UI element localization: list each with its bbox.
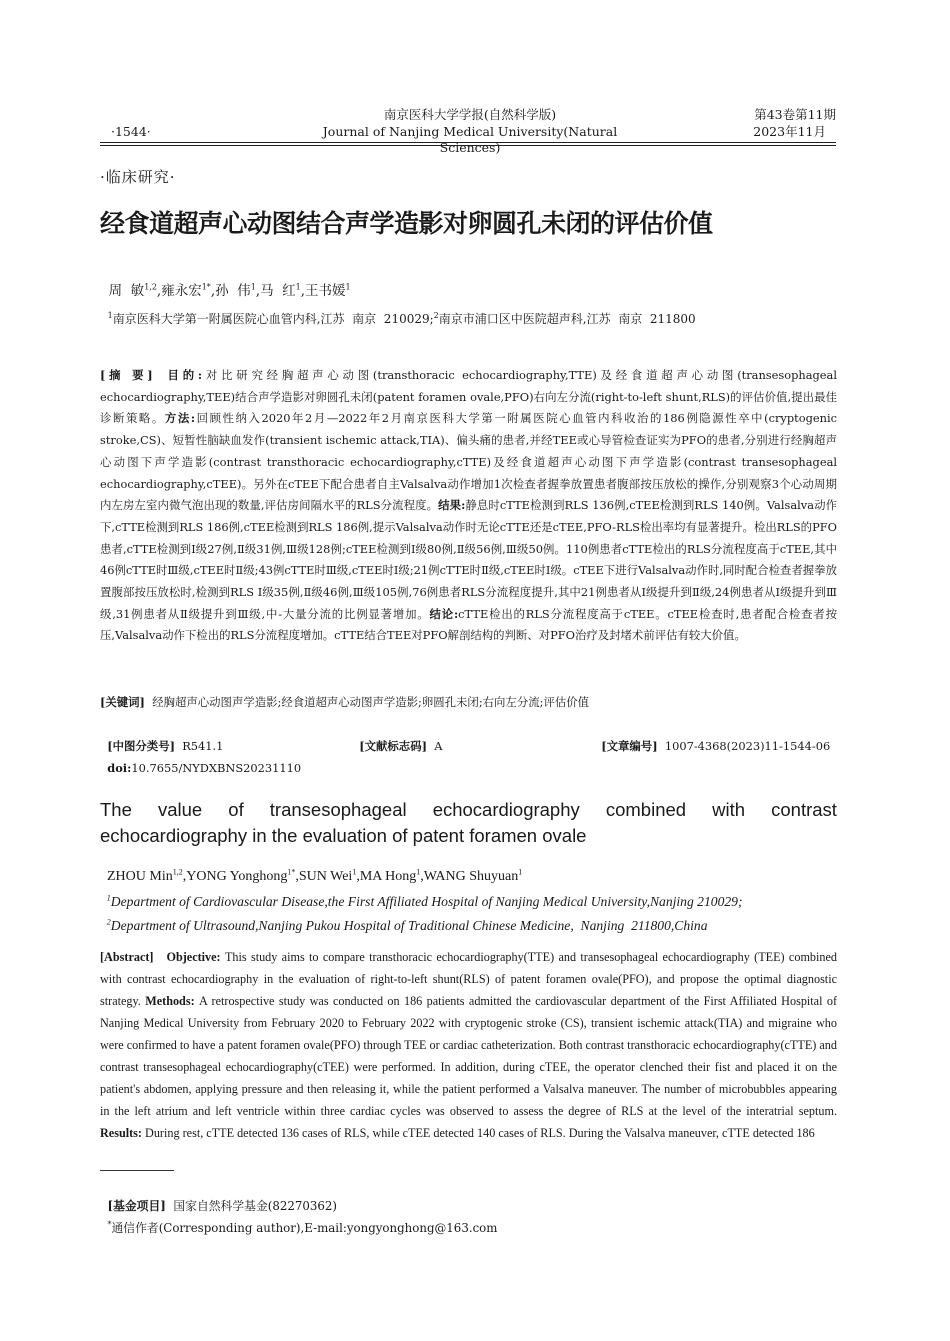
keywords-text: 经胸超声心动图声学造影;经食道超声心动图声学造影;卵圆孔未闭;右向左分流;评估价值 bbox=[152, 695, 590, 709]
title-word: echocardiography bbox=[432, 799, 580, 820]
abstract-en-label: [Abstract] bbox=[100, 950, 154, 964]
journal-date: 2023年11月 bbox=[753, 124, 826, 139]
author-sup: 1* bbox=[287, 867, 296, 877]
author-cn-first: 周 敏 bbox=[108, 283, 145, 299]
author-en: ,MA Hong bbox=[356, 869, 417, 884]
methods-label-cn: 方法: bbox=[164, 411, 196, 426]
keywords-label: [关键词] bbox=[100, 695, 145, 709]
clc-value: R541.1 bbox=[182, 738, 224, 753]
author-en: ,YONG Yonghong bbox=[182, 869, 288, 884]
conclusion-label-cn: 结论: bbox=[429, 606, 459, 621]
abstract-cn-label: [摘 要] bbox=[100, 368, 153, 382]
footnote-corresponding bbox=[100, 1205, 497, 1236]
affiliations-cn bbox=[100, 296, 696, 327]
document-code bbox=[352, 714, 442, 757]
methods-en: A retrospective study was conducted on 186 patients admitted the cardiovascular department of the First Affiliated Hospital of Nanjing Medical University from February 2020 to February 2022 with cryptogenic stroke (CS), transient ischemic attack(TIA) and migraine who were confirmed to have a patent foramen ovale(PFO) through TEE or cardiac catheterization. Both contrast transthoracic echocardiography(cTTE) and contrast transesophageal echocardiography(cTEE) were performed. In addition, during cTEE, the operator clenched their fist and placed it on the patient's abdomen, applying pressure and then releasing it, while the patient performed a Valsalva maneuver. The number of microbubbles appearing in the left atrium and left ventricle within three cardiac cycles was observed to assess the degree of RLS at the level of the interatrial septum. bbox=[100, 994, 837, 1118]
doi-value: 10.7655/NYDXBNS20231110 bbox=[131, 760, 302, 775]
affiliation-2-cn: 南京市浦口区中医院超声科,江苏 南京 211800 bbox=[438, 312, 696, 326]
section-label: ·临床研究· bbox=[100, 168, 176, 186]
corr-sup: * bbox=[107, 1220, 112, 1230]
author-en: ,WANG Shuyuan bbox=[420, 869, 519, 884]
journal-name-en: Journal of Nanjing Medical University(Natural Sciences) bbox=[322, 124, 618, 155]
methods-cn: 回顾性纳入2020年2月—2022年2月南京医科大学第一附属医院心血管内科收治的186例隐源性卒中(cryptogenic stroke,CS)、短暂性脑缺血发作(transient ischemic attack,TIA)、偏头痛的患者,并经TEE或心导管检查证实为PFO的患者,分别进行经胸超声心动图下声学造影(contrast transthoracic echocardiography,cTTE)及经食道超声心动图下声学造影(contrast transesophageal echocardiography,cTEE)。另外在cTEE下配合患者自主Valsalva动作增加1次检查者握拳放置患者腹部按压放松的操作,分别观察3个心动周期内左房左室内微气泡出现的数量,评估房间隔水平的RLS分流程度。 bbox=[100, 411, 837, 513]
corr-text: 通信作者(Corresponding author),E-mail:yongyonghong@163.com bbox=[111, 1221, 498, 1235]
author-en: ,SUN Wei bbox=[295, 869, 353, 884]
aff-sup: 2 bbox=[433, 311, 439, 320]
author-sup: 1,2 bbox=[172, 867, 183, 877]
title-word: of bbox=[228, 799, 244, 820]
objective-cn: 对比研究经胸超声心动图(transthoracic echocardiography,TTE)及经食道超声心动图(transesophageal echocardiography,TEE)结合声学造影对卵圆孔未闭(patent foramen ovale,PFO)右向左分流(right-to-left shunt,RLS)的评估价值,提出最佳诊断策略。 bbox=[100, 368, 837, 426]
page-number: ·1544· bbox=[111, 124, 151, 139]
aff-sup: 2 bbox=[106, 917, 111, 927]
title-word: contrast bbox=[771, 799, 837, 820]
author-sup: 1 bbox=[295, 282, 301, 292]
header-rule-top bbox=[100, 142, 836, 143]
objective-label-cn: 目的: bbox=[167, 368, 203, 382]
author-cn: ,王书媛 bbox=[300, 283, 346, 299]
results-cn: 静息时cTTE检测到RLS 136例,cTEE检测到RLS 140例。Valsalva动作下,cTTE检测到RLS 186例,cTEE检测到RLS 186例,提示Valsalva动作时无论cTTE还是cTEE,PFO-RLS检出率均有显著提升。检出RLS的PFO患者,cTTE检测到Ⅰ级27例,Ⅱ级31例,Ⅲ级128例;cTEE检测到Ⅰ级80例,Ⅱ级56例,Ⅲ级50例。110例患者cTTE检出的RLS分流程度高于cTEE,其中46例cTTE时Ⅲ级,cTEE时Ⅱ级;43例cTTE时Ⅲ级,cTEE时Ⅰ级;21例cTTE时Ⅱ级,cTEE时Ⅰ级。cTEE下进行Valsalva动作时,同时配合检查者握拳放置腹部按压放松时,检测到RLS Ⅰ级35例,Ⅱ级46例,Ⅲ级105例,76例患者RLS分流程度提升,其中21例患者从Ⅰ级提升到Ⅱ级,24例患者从Ⅰ级提升到Ⅲ级,31例患者从Ⅱ级提升到Ⅲ级,中-大量分流的比例显著增加。 bbox=[100, 498, 837, 621]
author-sup: 1 bbox=[250, 282, 256, 292]
aff-sup: 1 bbox=[107, 311, 113, 320]
results-en: During rest, cTTE detected 136 cases of RLS, while cTEE detected 140 cases of RLS. During the Valsalva maneuver, cTTE detected 186 bbox=[145, 1126, 815, 1140]
author-sup: 1,2 bbox=[144, 282, 157, 292]
author-cn: ,马 红 bbox=[255, 283, 296, 299]
header-rule-bottom bbox=[100, 145, 836, 146]
results-label-en: Results: bbox=[100, 1126, 142, 1140]
author-sup: 1 bbox=[352, 867, 357, 877]
clc-label: [中图分类号] bbox=[107, 738, 175, 753]
title-word: value bbox=[157, 799, 203, 820]
results-label-cn: 结果: bbox=[438, 498, 466, 513]
art-value: 1007-4368(2023)11-1544-06 bbox=[664, 738, 831, 753]
abstract-cn bbox=[100, 365, 837, 647]
objective-en: This study aims to compare transthoracic echocardiography(TTE) and transesophageal echocardiography (TEE) combined with contrast echocardiography in the evaluation of right-to-left shunt(RLS) of patent foramen ovale(PFO), and propose the optimal diagnostic strategy. bbox=[100, 950, 837, 1008]
author-sup: 1 bbox=[345, 282, 351, 292]
article-title-en-line1 bbox=[100, 799, 837, 821]
fund-text: 国家自然科学基金(82270362) bbox=[173, 1199, 337, 1213]
art-label: [文章编号] bbox=[601, 738, 658, 753]
footnote-rule bbox=[100, 1170, 174, 1171]
article-number bbox=[594, 714, 830, 757]
author-cn: ,雍永宏 bbox=[156, 283, 202, 299]
author-en: ZHOU Min bbox=[107, 869, 173, 884]
journal-name-cn: 南京医科大学学报(自然科学版) bbox=[383, 107, 557, 122]
article-title-cn: 经食道超声心动图结合声学造影对卵圆孔未闭的评估价值 bbox=[100, 210, 713, 238]
authors-cn bbox=[100, 263, 351, 299]
author-cn: ,孙 伟 bbox=[210, 283, 251, 299]
doi-label: doi: bbox=[107, 760, 132, 775]
title-word: transesophageal bbox=[269, 799, 407, 820]
methods-label-en: Methods: bbox=[145, 994, 195, 1008]
conclusion-cn: cTTE检出的RLS分流程度高于cTEE。cTEE检查时,患者配合检查者按压,Valsalva动作下检出的RLS分流程度增加。cTTE结合TEE对PFO解剖结构的判断、对PFO治疗及封堵术前评估有较大价值。 bbox=[100, 606, 837, 643]
affiliation-1-cn: 南京医科大学第一附属医院心血管内科,江苏 南京 210029; bbox=[112, 312, 434, 326]
author-sup: 1 bbox=[518, 867, 523, 877]
title-word: combined bbox=[605, 799, 687, 820]
objective-label-en: Objective: bbox=[166, 950, 221, 964]
aff-sup: 1 bbox=[106, 893, 111, 903]
doi bbox=[100, 736, 301, 779]
doc-value: A bbox=[434, 738, 443, 753]
title-word: with bbox=[712, 799, 746, 820]
journal-volume: 第43卷第11期 bbox=[754, 107, 836, 122]
title-word: The bbox=[100, 799, 132, 820]
keywords-cn bbox=[100, 692, 837, 714]
abstract-en bbox=[100, 946, 837, 1166]
fund-label: [基金项目] bbox=[107, 1199, 166, 1213]
doc-label: [文献标志码] bbox=[359, 738, 427, 753]
author-sup: 1 bbox=[416, 867, 421, 877]
author-sup: 1* bbox=[201, 282, 211, 292]
article-title-en-line2: echocardiography in the evaluation of patent foramen ovale bbox=[100, 825, 587, 846]
affiliation-2-en bbox=[100, 902, 708, 934]
affiliation-2-en-text: Department of Ultrasound,Nanjing Pukou Hospital of Traditional Chinese Medicine, Nanjing 211800,China bbox=[110, 918, 708, 933]
affiliation-1-en-text: Department of Cardiovascular Disease,the First Affiliated Hospital of Nanjing Medical University,Nanjing 210029; bbox=[110, 894, 743, 909]
